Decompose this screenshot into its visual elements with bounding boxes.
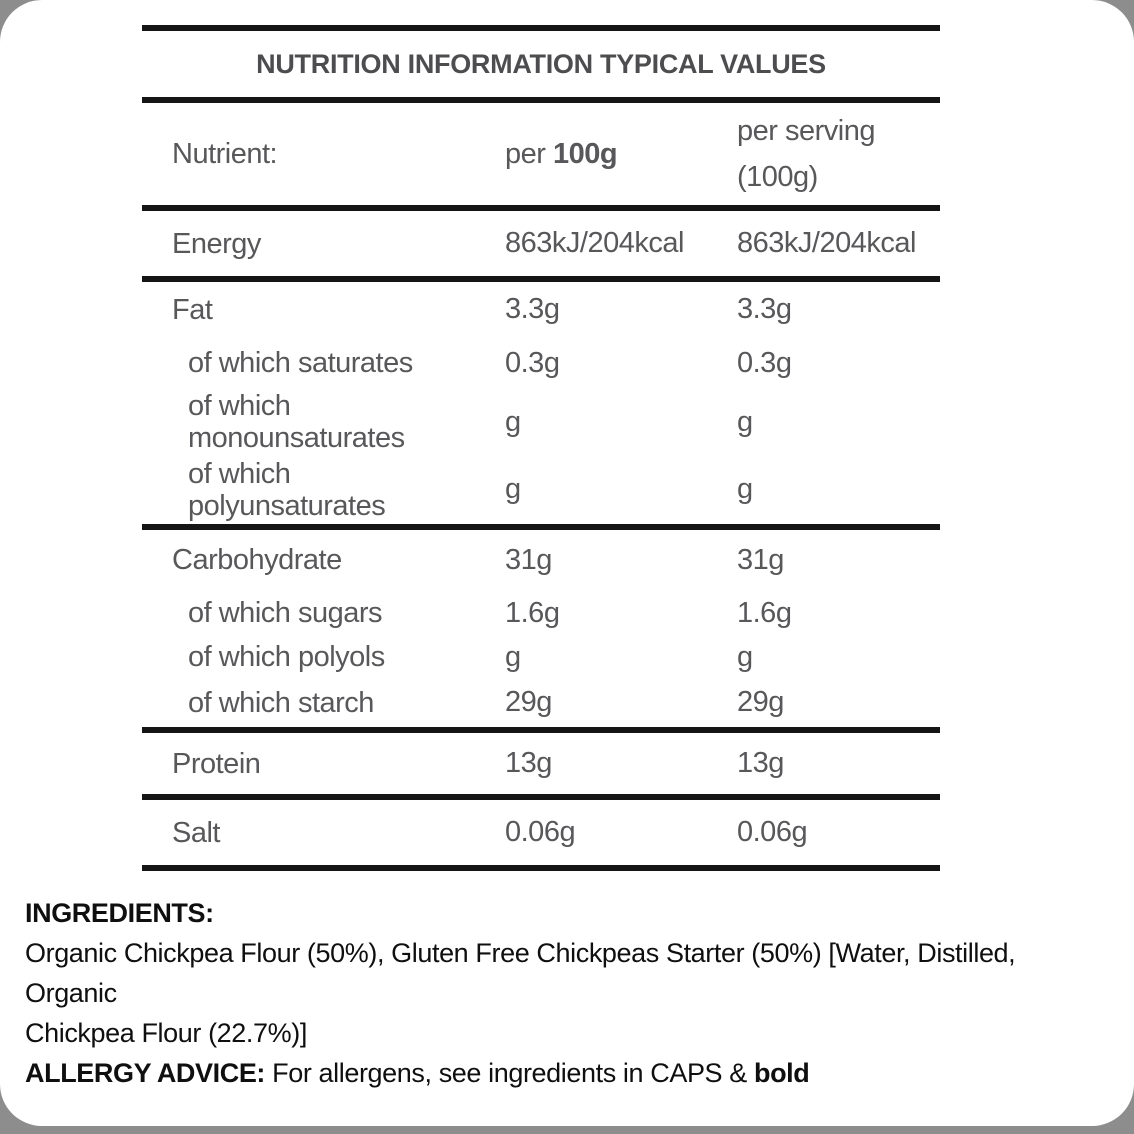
allergy-advice-text: For allergens, see ingredients in CAPS &	[265, 1058, 754, 1088]
row-carbohydrate-label: Carbohydrate	[172, 544, 342, 576]
row-salt-label: Salt	[172, 816, 220, 849]
row-carb-sugars-label: of which sugars	[188, 597, 382, 629]
row-energy-per-100g: 863kJ/204kcal	[505, 227, 684, 259]
row-protein-per-100g: 13g	[505, 747, 552, 779]
header-per-100g	[505, 138, 737, 171]
header-per-100g-prefix: per	[505, 137, 553, 170]
table-header-row	[142, 103, 940, 205]
row-carb-polyols-per-100g: g	[505, 640, 521, 673]
row-fat-polyunsaturates-per-100g: g	[505, 473, 521, 505]
header-per-100g-bold: 100g	[552, 137, 618, 170]
row-carb-sugars	[142, 590, 940, 636]
row-fat	[142, 282, 940, 337]
row-fat-monounsaturates-label: of which monounsaturates	[188, 390, 405, 454]
ingredients-heading: INGREDIENTS:	[25, 898, 214, 928]
row-carb-polyols	[142, 636, 940, 678]
table-bottom-rule	[142, 865, 940, 871]
row-carb-polyols-per-serving: g	[737, 640, 753, 673]
row-fat-label: Fat	[172, 293, 213, 326]
row-salt-per-serving: 0.06g	[737, 816, 808, 848]
row-energy-per-serving: 863kJ/204kcal	[737, 227, 916, 259]
allergy-advice-heading: ALLERGY ADVICE:	[25, 1058, 266, 1088]
row-carb-sugars-per-serving: 1.6g	[737, 596, 792, 629]
row-carbohydrate	[142, 530, 940, 590]
allergy-advice-bold-word: bold	[753, 1058, 810, 1088]
allergy-advice-line	[25, 1053, 1110, 1093]
row-fat-saturates	[142, 337, 940, 389]
row-protein	[142, 733, 940, 794]
nutrition-table	[142, 25, 940, 871]
row-fat-polyunsaturates-per-serving: g	[737, 473, 753, 505]
row-salt	[142, 800, 940, 865]
row-carb-starch	[142, 678, 940, 727]
row-fat-monounsaturates-per-serving: g	[737, 405, 753, 438]
row-fat-polyunsaturates	[142, 455, 940, 524]
row-carb-starch-label: of which starch	[188, 686, 374, 719]
row-carb-polyols-label: of which polyols	[188, 641, 385, 673]
ingredients-body-line2: Chickpea Flour (22.7%)]	[25, 1018, 307, 1048]
table-title: NUTRITION INFORMATION TYPICAL VALUES	[256, 48, 826, 79]
row-carb-sugars-per-100g: 1.6g	[505, 596, 560, 629]
ingredients-section	[25, 893, 1110, 1093]
row-protein-label: Protein	[172, 747, 261, 780]
row-carb-starch-per-100g: 29g	[505, 686, 552, 718]
row-energy-label: Energy	[172, 227, 261, 260]
header-per-serving-line2: (100g)	[737, 161, 818, 193]
header-per-serving	[737, 108, 940, 200]
row-fat-saturates-per-100g: 0.3g	[505, 346, 560, 379]
row-fat-per-serving: 3.3g	[737, 293, 792, 325]
row-protein-per-serving: 13g	[737, 747, 784, 779]
row-carbohydrate-per-100g: 31g	[505, 543, 552, 576]
row-fat-monounsaturates-per-100g: g	[505, 405, 521, 438]
ingredients-body-line1: Organic Chickpea Flour (50%), Gluten Free Chickpeas Starter (50%) [Water, Distilled, Organic	[25, 938, 1016, 1008]
row-salt-per-100g: 0.06g	[505, 816, 576, 848]
row-fat-saturates-per-serving: 0.3g	[737, 346, 792, 379]
row-carbohydrate-per-serving: 31g	[737, 543, 784, 576]
header-per-serving-line1: per serving	[737, 115, 875, 147]
row-fat-polyunsaturates-label: of which polyunsaturates	[188, 457, 386, 522]
row-fat-monounsaturates	[142, 389, 940, 455]
row-fat-per-100g: 3.3g	[505, 293, 560, 325]
header-nutrient: Nutrient:	[172, 138, 278, 170]
row-carb-starch-per-serving: 29g	[737, 686, 784, 718]
row-fat-saturates-label: of which saturates	[188, 347, 413, 379]
row-energy	[142, 211, 940, 276]
